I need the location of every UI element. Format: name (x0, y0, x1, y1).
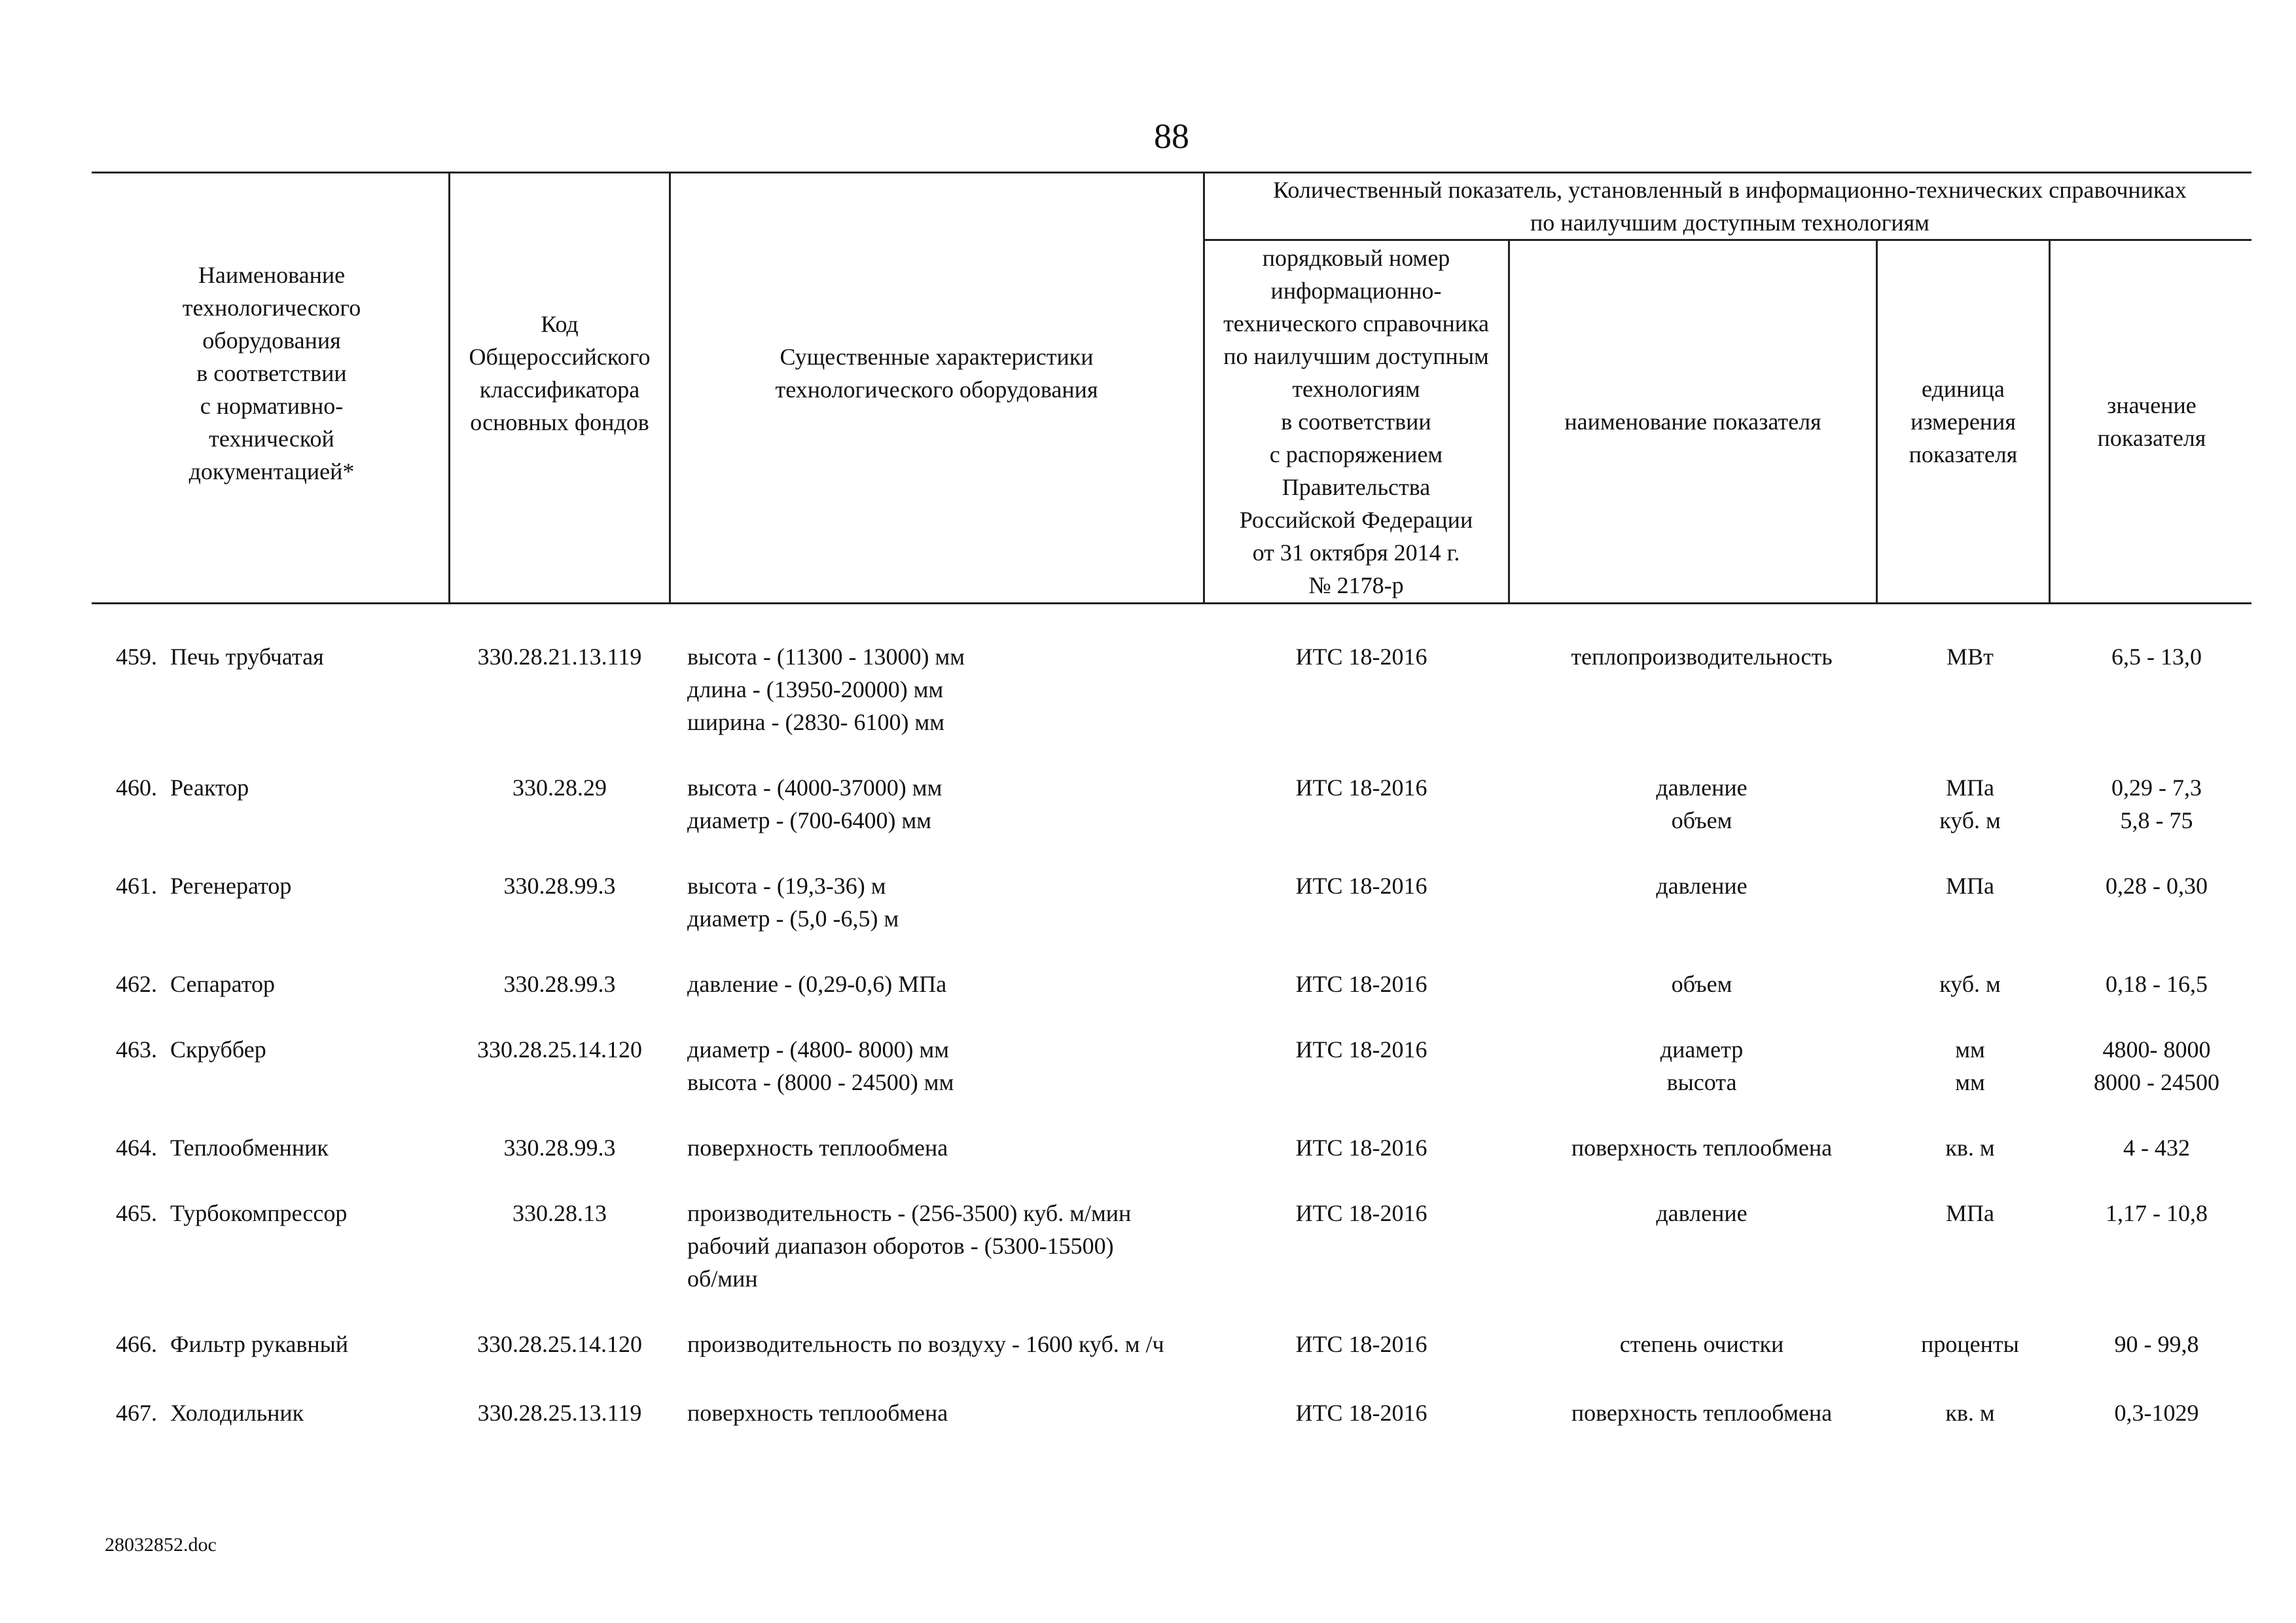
indicator-name: поверхность теплообмена (1571, 1400, 1833, 1426)
unit: МВт (1946, 644, 1994, 670)
header-equipment-name: Наименование технологического оборудования в соответствии с нормативно- технической документацией* (182, 262, 361, 484)
okof-code: 330.28.21.13.119 (477, 644, 642, 670)
equipment-name: Холодильник (170, 1400, 304, 1426)
value: 0,3-1029 (2114, 1400, 2199, 1426)
its-number: ИТС 18-2016 (1295, 1400, 1427, 1426)
its-number: ИТС 18-2016 (1295, 644, 1427, 670)
unit: куб. м (1939, 971, 2001, 997)
row-number: 465. (116, 1200, 157, 1226)
row-number: 459. (116, 644, 157, 670)
unit: МПа куб. м (1939, 775, 2001, 833)
header-indicator-group: Количественный показатель, установленный в информационно-технических справочниках по наилучшим доступным технологиям (1273, 177, 2187, 236)
characteristics: диаметр - (4800- 8000) мм высота - (8000 - 24500) мм (687, 1036, 954, 1095)
okof-code: 330.28.99.3 (503, 971, 616, 997)
okof-code: 330.28.99.3 (503, 873, 616, 899)
row-number: 463. (116, 1036, 157, 1063)
okof-code: 330.28.25.14.120 (477, 1036, 642, 1063)
okof-code: 330.28.25.13.119 (477, 1400, 642, 1426)
unit: мм мм (1955, 1036, 1985, 1095)
row-number: 460. (116, 775, 157, 801)
its-number: ИТС 18-2016 (1295, 1200, 1427, 1226)
equipment-name: Регенератор (170, 873, 292, 899)
col-divider-1 (448, 172, 450, 604)
col-divider-5 (1876, 239, 1878, 604)
okof-code: 330.28.25.14.120 (477, 1331, 642, 1357)
header-okof-code: Код Общероссийского классификатора основных фондов (469, 311, 651, 435)
row-number: 466. (116, 1331, 157, 1357)
indicator-name: теплопроизводительность (1571, 644, 1833, 670)
col-divider-2 (669, 172, 671, 604)
equipment-name: Турбокомпрессор (170, 1200, 348, 1226)
unit: МПа (1946, 1200, 1994, 1226)
characteristics: высота - (11300 - 13000) мм длина - (13950-20000) мм ширина - (2830- 6100) мм (687, 644, 965, 735)
its-number: ИТС 18-2016 (1295, 1135, 1427, 1161)
characteristics: производительность по воздуху - 1600 куб. м /ч (687, 1331, 1164, 1357)
value: 0,18 - 16,5 (2106, 971, 2208, 997)
value: 0,29 - 7,3 5,8 - 75 (2111, 775, 2202, 833)
characteristics: давление - (0,29-0,6) МПа (687, 971, 947, 997)
header-unit: единица измерения показателя (1909, 376, 2018, 467)
page-number: 88 (1154, 117, 1189, 156)
indicator-name: объем (1671, 971, 1732, 997)
equipment-name: Теплообменник (170, 1135, 329, 1161)
header-bottom-border (92, 602, 2251, 604)
characteristics: производительность - (256-3500) куб. м/мин рабочий диапазон оборотов - (5300-15500) об/мин (687, 1200, 1132, 1292)
value: 6,5 - 13,0 (2111, 644, 2202, 670)
row-number: 462. (116, 971, 157, 997)
header-its-number: порядковый номер информационно- технического справочника по наилучшим доступным технологиям в соответствии с распоряжением Правительства Российской Федерации от 31 октября 2014 г. № 2178-р (1223, 245, 1489, 598)
value: 4 - 432 (2123, 1135, 2190, 1161)
value: 4800- 8000 8000 - 24500 (2094, 1036, 2219, 1095)
value: 0,28 - 0,30 (2106, 873, 2208, 899)
characteristics: высота - (19,3-36) м диаметр - (5,0 -6,5) м (687, 873, 899, 932)
its-number: ИТС 18-2016 (1295, 1331, 1427, 1357)
its-number: ИТС 18-2016 (1295, 775, 1427, 801)
row-number: 464. (116, 1135, 157, 1161)
equipment-name: Фильтр рукавный (170, 1331, 349, 1357)
equipment-name: Скруббер (170, 1036, 266, 1063)
header-indicator-name: наименование показателя (1564, 409, 1821, 435)
document-filename: 28032852.doc (105, 1534, 217, 1556)
indicator-name: давление (1656, 1200, 1748, 1226)
indicator-name: диаметр высота (1660, 1036, 1744, 1095)
okof-code: 330.28.13 (512, 1200, 607, 1226)
table-header (0, 0, 2296, 609)
value: 90 - 99,8 (2114, 1331, 2199, 1357)
header-value: значение показателя (2097, 392, 2206, 451)
equipment-name: Печь трубчатая (170, 644, 324, 670)
characteristics: поверхность теплообмена (687, 1400, 948, 1426)
unit: кв. м (1945, 1135, 1995, 1161)
col-divider-6 (2049, 239, 2051, 604)
indicator-name: степень очистки (1619, 1331, 1784, 1357)
its-number: ИТС 18-2016 (1295, 873, 1427, 899)
col-divider-3 (1203, 172, 1205, 604)
row-number: 467. (116, 1400, 157, 1426)
its-number: ИТС 18-2016 (1295, 971, 1427, 997)
row-number: 461. (116, 873, 157, 899)
equipment-name: Сепаратор (170, 971, 275, 997)
unit: проценты (1921, 1331, 2019, 1357)
indicator-name: давление (1656, 873, 1748, 899)
okof-code: 330.28.99.3 (503, 1135, 616, 1161)
header-characteristics: Существенные характеристики технологического оборудования (775, 344, 1098, 403)
its-number: ИТС 18-2016 (1295, 1036, 1427, 1063)
characteristics: поверхность теплообмена (687, 1135, 948, 1161)
characteristics: высота - (4000-37000) мм диаметр - (700-6400) мм (687, 775, 942, 833)
value: 1,17 - 10,8 (2106, 1200, 2208, 1226)
unit: кв. м (1945, 1400, 1995, 1426)
unit: МПа (1946, 873, 1994, 899)
indicator-name: поверхность теплообмена (1571, 1135, 1833, 1161)
okof-code: 330.28.29 (512, 775, 607, 801)
indicator-name: давление объем (1656, 775, 1748, 833)
equipment-name: Реактор (170, 775, 249, 801)
col-divider-4 (1508, 239, 1510, 604)
